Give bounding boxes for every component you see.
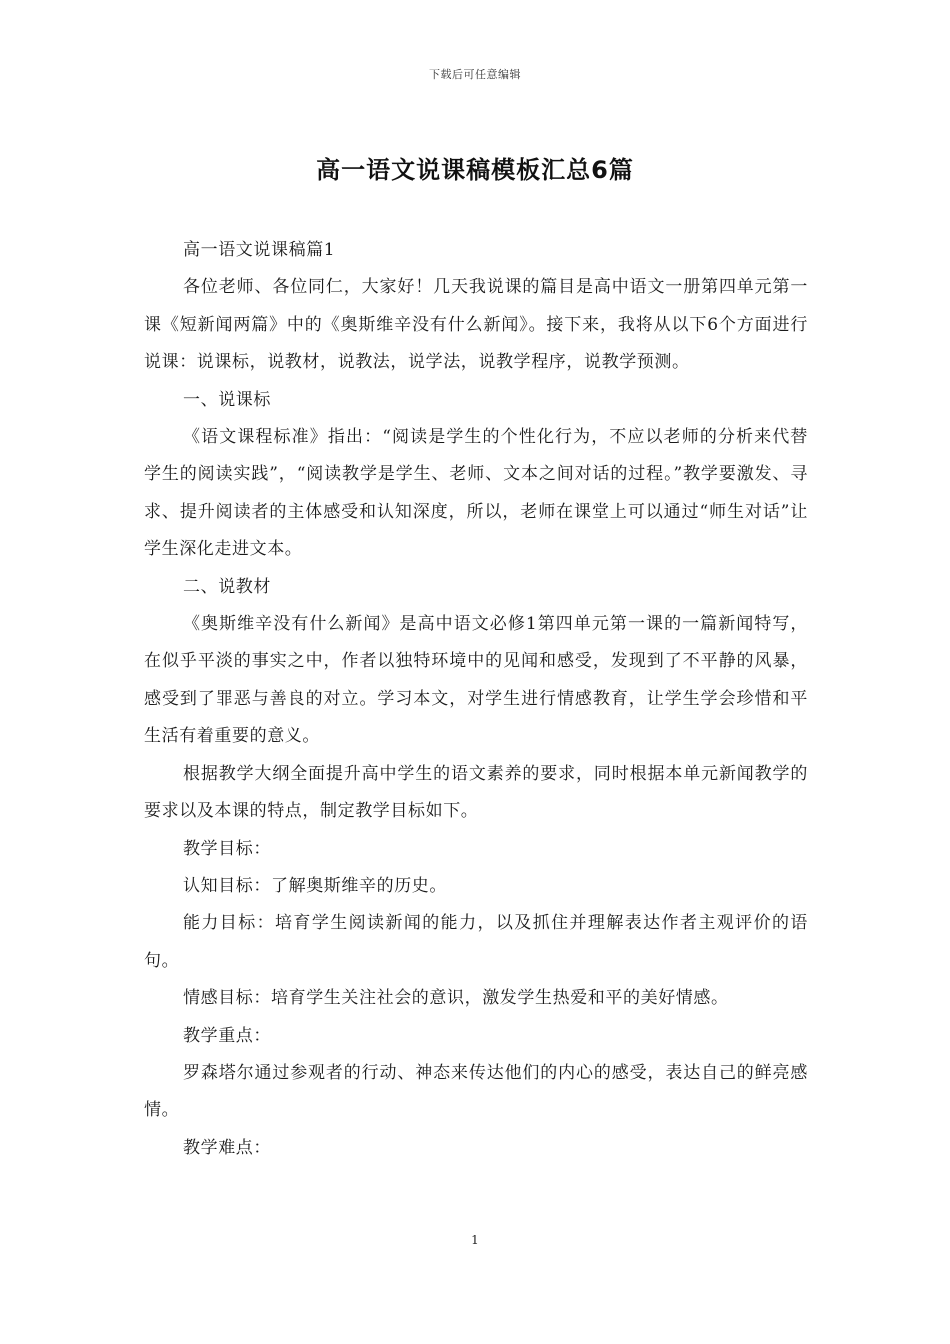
section-heading: 一、说课标 <box>183 389 271 410</box>
paragraph: 各位老师、各位同仁，大家好！几天我说课的篇目是高中语文一册第四单元第一课《短新闻两篇》中的《奥斯维辛没有什么新闻》。接下来，我将从以下6个方面进行说课：说课标，说教材，说教法，说学法，说教学程序，说教学预测。 <box>144 277 808 373</box>
section-heading: 二、说教材 <box>183 576 271 597</box>
subheading: 教学重点： <box>183 1025 271 1046</box>
document-title: 高一语文说课稿模板汇总6篇 <box>316 156 634 184</box>
paragraph: 根据教学大纲全面提升高中学生的语文素养的要求，同时根据本单元新闻教学的要求以及本课的特点，制定教学目标如下。 <box>144 763 808 822</box>
subheading: 教学难点： <box>183 1137 271 1158</box>
paragraph: 情感目标：培育学生关注社会的意识，激发学生热爱和平的美好情感。 <box>183 988 729 1009</box>
paragraph: 《奥斯维辛没有什么新闻》是高中语文必修1第四单元第一课的一篇新闻特写，在似乎平淡的事实之中，作者以独特环境中的见闻和感受，发现到了不平静的风暴，感受到了罪恶与善良的对立。学习本文，对学生进行情感教育，让学生学会珍惜和平生活有着重要的意义。 <box>144 614 808 747</box>
header-note: 下载后可任意编辑 <box>429 68 521 81</box>
paragraph: 认知目标：了解奥斯维辛的历史。 <box>183 875 447 896</box>
section-heading: 高一语文说课稿篇1 <box>183 240 336 260</box>
paragraph: 《语文课程标准》指出：“阅读是学生的个性化行为，不应以老师的分析来代替学生的阅读实践”，“阅读教学是学生、老师、文本之间对话的过程。”教学要激发、寻求、提升阅读者的主体感受和认知深度，所以，老师在课堂上可以通过“师生对话”让学生深化走进文本。 <box>144 427 808 560</box>
paragraph: 罗森塔尔通过参观者的行动、神态来传达他们的内心的感受，表达自己的鲜亮感情。 <box>144 1062 808 1121</box>
document-body <box>144 232 808 1167</box>
paragraph: 能力目标：培育学生阅读新闻的能力，以及抓住并理解表达作者主观评价的语句。 <box>144 913 808 971</box>
page-number: 1 <box>471 1233 479 1247</box>
subheading: 教学目标： <box>183 838 271 859</box>
